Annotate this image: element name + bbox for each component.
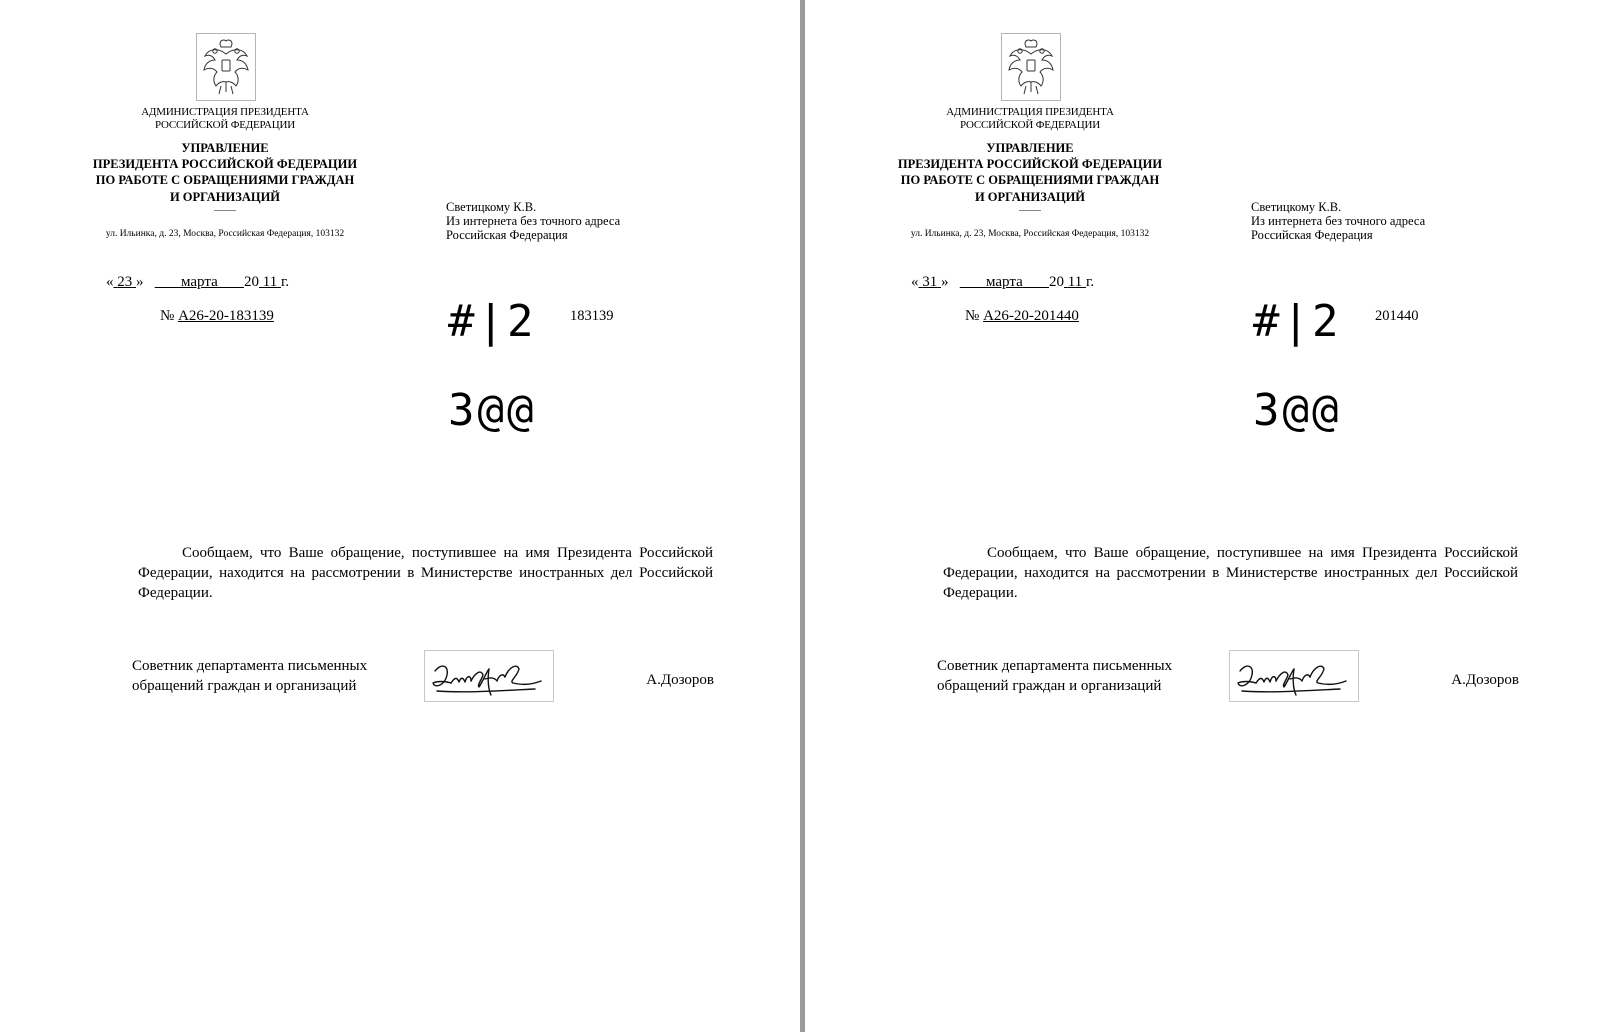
agency-name-line2: РОССИЙСКОЙ ФЕДЕРАЦИИ <box>959 119 1101 131</box>
date-year-prefix: 20 <box>1049 274 1064 290</box>
signatory-title <box>132 656 367 696</box>
sender-address: ул. Ильинка, д. 23, Москва, Российская Федерация, 103132 <box>105 229 345 239</box>
barcode-mark-top: #|2 <box>448 296 537 347</box>
recipient-block <box>446 201 620 242</box>
reference-number: А26-20-201440 <box>983 308 1079 324</box>
department-line: И ОРГАНИЗАЦИЙ <box>169 189 281 204</box>
department-name <box>875 140 1185 205</box>
letter-body: Сообщаем, что Ваше обращение, поступившее на имя Президента Российской Федерации, находится на рассмотрении в Министерстве иностранных дел Российской Федерации. <box>943 545 1518 601</box>
recipient-line: Российская Федерация <box>1251 227 1373 242</box>
date-year-suffix: 11 <box>262 274 278 290</box>
recipient-block <box>1251 201 1425 242</box>
date-year-prefix: 20 <box>244 274 259 290</box>
signatory-title-line: Советник департамента письменных <box>132 658 368 674</box>
date-day: 31 <box>922 274 938 290</box>
department-line: ПО РАБОТЕ С ОБРАЩЕНИЯМИ ГРАЖДАН <box>95 173 355 188</box>
date-month: марта <box>986 274 1023 290</box>
department-line: И ОРГАНИЗАЦИЙ <box>974 189 1086 204</box>
recipient-line: Из интернета без точного адреса <box>1251 213 1426 228</box>
date-suffix: г. <box>1085 274 1095 290</box>
recipient-line: Светицкому К.В. <box>1251 200 1342 214</box>
date-month: марта <box>181 274 218 290</box>
reference-number-row <box>965 307 1079 325</box>
barcode-code: 201440 <box>1375 308 1419 324</box>
letter-date: « 31 » марта 20 11 г. <box>911 274 1095 290</box>
reference-number: А26-20-183139 <box>178 308 274 324</box>
signatory-name: А.Дозоров <box>1451 672 1519 688</box>
signature-icon <box>424 650 554 702</box>
department-line: УПРАВЛЕНИЕ <box>986 141 1074 155</box>
emblem-icon <box>196 33 256 101</box>
date-suffix: г. <box>280 274 290 290</box>
signatory-title-line: Советник департамента письменных <box>937 658 1173 674</box>
department-line: ПО РАБОТЕ С ОБРАЩЕНИЯМИ ГРАЖДАН <box>900 173 1160 188</box>
header-divider <box>1019 210 1041 211</box>
signatory-title <box>937 656 1172 696</box>
agency-name-line1: АДМИНИСТРАЦИЯ ПРЕЗИДЕНТА <box>141 106 309 118</box>
date-day: 23 <box>117 274 133 290</box>
barcode-mark-bottom: 3@@ <box>1253 385 1342 436</box>
recipient-line: Светицкому К.В. <box>446 200 537 214</box>
emblem-icon <box>1001 33 1061 101</box>
department-name <box>70 140 380 205</box>
reference-number-row <box>160 307 274 325</box>
barcode-mark-bottom: 3@@ <box>448 385 537 436</box>
date-year-suffix: 11 <box>1067 274 1083 290</box>
department-line: ПРЕЗИДЕНТА РОССИЙСКОЙ ФЕДЕРАЦИИ <box>897 157 1163 172</box>
signatory-title-line: обращений граждан и организаций <box>937 678 1162 694</box>
number-sign: № <box>160 308 175 324</box>
signatory-title-line: обращений граждан и организаций <box>132 678 357 694</box>
barcode-code: 183139 <box>570 308 614 324</box>
barcode-mark-top: #|2 <box>1253 296 1342 347</box>
department-line: ПРЕЗИДЕНТА РОССИЙСКОЙ ФЕДЕРАЦИИ <box>92 157 358 172</box>
agency-name-line2: РОССИЙСКОЙ ФЕДЕРАЦИИ <box>154 119 296 131</box>
number-sign: № <box>965 308 980 324</box>
letter-body: Сообщаем, что Ваше обращение, поступившее на имя Президента Российской Федерации, находится на рассмотрении в Министерстве иностранных дел Российской Федерации. <box>138 545 713 601</box>
letter-page-right <box>805 0 1600 1032</box>
department-line: УПРАВЛЕНИЕ <box>181 141 269 155</box>
sender-address: ул. Ильинка, д. 23, Москва, Российская Федерация, 103132 <box>910 229 1150 239</box>
letter-date: « 23 » марта 20 11 г. <box>106 274 290 290</box>
signatory-name: А.Дозоров <box>646 672 714 688</box>
signature-icon <box>1229 650 1359 702</box>
recipient-line: Из интернета без точного адреса <box>446 213 621 228</box>
header-divider <box>214 210 236 211</box>
agency-name-line1: АДМИНИСТРАЦИЯ ПРЕЗИДЕНТА <box>946 106 1114 118</box>
recipient-line: Российская Федерация <box>446 227 568 242</box>
